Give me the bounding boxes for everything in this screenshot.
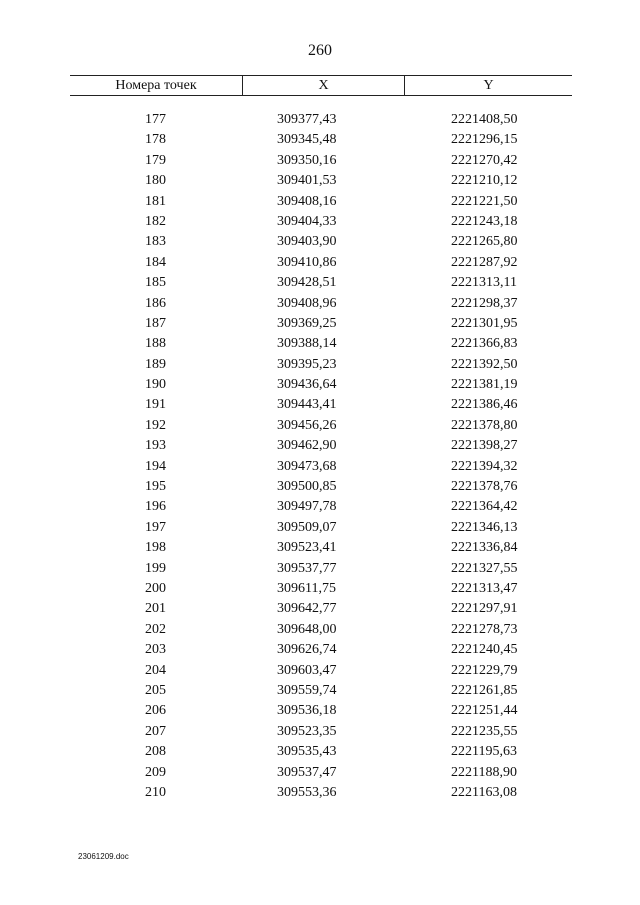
y-coordinate-cell: 2221381,19 xyxy=(451,377,518,393)
x-coordinate-cell: 309535,43 xyxy=(277,744,337,760)
point-number-cell: 183 xyxy=(145,234,166,250)
header-point-numbers: Номера точек xyxy=(70,76,243,95)
point-number-cell: 181 xyxy=(145,193,166,209)
table-row xyxy=(0,559,640,579)
x-coordinate-cell: 309642,77 xyxy=(277,601,337,617)
table-row xyxy=(0,681,640,701)
point-number-cell: 184 xyxy=(145,254,166,270)
table-row xyxy=(0,742,640,762)
y-coordinate-cell: 2221278,73 xyxy=(451,621,518,637)
y-coordinate-cell: 2221394,32 xyxy=(451,458,518,474)
x-coordinate-cell: 309410,86 xyxy=(277,254,337,270)
point-number-cell: 197 xyxy=(145,519,166,535)
y-coordinate-cell: 2221297,91 xyxy=(451,601,518,617)
x-coordinate-cell: 309553,36 xyxy=(277,784,337,800)
point-number-cell: 196 xyxy=(145,499,166,515)
x-coordinate-cell: 309456,26 xyxy=(277,417,337,433)
point-number-cell: 185 xyxy=(145,275,166,291)
table-row xyxy=(0,722,640,742)
table-row xyxy=(0,518,640,538)
table-row xyxy=(0,314,640,334)
point-number-cell: 208 xyxy=(145,744,166,760)
x-coordinate-cell: 309377,43 xyxy=(277,112,337,127)
point-number-cell: 177 xyxy=(145,112,166,127)
point-number-cell: 206 xyxy=(145,703,166,719)
table-row xyxy=(0,151,640,171)
x-coordinate-cell: 309537,47 xyxy=(277,764,337,780)
y-coordinate-cell: 2221188,90 xyxy=(451,764,517,780)
x-coordinate-cell: 309462,90 xyxy=(277,438,337,454)
point-number-cell: 209 xyxy=(145,764,166,780)
table-row xyxy=(0,661,640,681)
y-coordinate-cell: 2221195,63 xyxy=(451,744,517,760)
table-header xyxy=(70,75,572,96)
table-row xyxy=(0,395,640,415)
point-number-cell: 195 xyxy=(145,479,166,495)
point-number-cell: 191 xyxy=(145,397,166,413)
point-number-cell: 207 xyxy=(145,723,166,739)
point-number-cell: 199 xyxy=(145,560,166,576)
y-coordinate-cell: 2221386,46 xyxy=(451,397,518,413)
y-coordinate-cell: 2221301,95 xyxy=(451,315,518,331)
x-coordinate-cell: 309536,18 xyxy=(277,703,337,719)
point-number-cell: 180 xyxy=(145,173,166,189)
y-coordinate-cell: 2221261,85 xyxy=(451,682,518,698)
table-row xyxy=(0,110,640,130)
x-coordinate-cell: 309603,47 xyxy=(277,662,337,678)
table-row xyxy=(0,783,640,803)
table-row xyxy=(0,375,640,395)
table-row xyxy=(0,701,640,721)
y-coordinate-cell: 2221313,47 xyxy=(451,580,518,596)
table-row xyxy=(0,497,640,517)
point-number-cell: 193 xyxy=(145,438,166,454)
y-coordinate-cell: 2221346,13 xyxy=(451,519,518,535)
x-coordinate-cell: 309408,16 xyxy=(277,193,337,209)
point-number-cell: 186 xyxy=(145,295,166,311)
y-coordinate-cell: 2221265,80 xyxy=(451,234,518,250)
y-coordinate-cell: 2221408,50 xyxy=(451,112,518,127)
y-coordinate-cell: 2221327,55 xyxy=(451,560,518,576)
x-coordinate-cell: 309401,53 xyxy=(277,173,337,189)
x-coordinate-cell: 309473,68 xyxy=(277,458,337,474)
x-coordinate-cell: 309500,85 xyxy=(277,479,337,495)
x-coordinate-cell: 309626,74 xyxy=(277,642,337,658)
y-coordinate-cell: 2221251,44 xyxy=(451,703,518,719)
table-row xyxy=(0,579,640,599)
point-number-cell: 202 xyxy=(145,621,166,637)
point-number-cell: 203 xyxy=(145,642,166,658)
x-coordinate-cell: 309559,74 xyxy=(277,682,337,698)
point-number-cell: 210 xyxy=(145,784,166,800)
point-number-cell: 192 xyxy=(145,417,166,433)
x-coordinate-cell: 309345,48 xyxy=(277,132,337,148)
table-row xyxy=(0,171,640,191)
x-coordinate-cell: 309443,41 xyxy=(277,397,337,413)
point-number-cell: 190 xyxy=(145,377,166,393)
y-coordinate-cell: 2221378,80 xyxy=(451,417,518,433)
x-coordinate-cell: 309403,90 xyxy=(277,234,337,250)
table-row xyxy=(0,477,640,497)
point-number-cell: 189 xyxy=(145,356,166,372)
table-row xyxy=(0,599,640,619)
y-coordinate-cell: 2221287,92 xyxy=(451,254,518,270)
x-coordinate-cell: 309350,16 xyxy=(277,152,337,168)
y-coordinate-cell: 2221240,45 xyxy=(451,642,518,658)
point-number-cell: 178 xyxy=(145,132,166,148)
x-coordinate-cell: 309408,96 xyxy=(277,295,337,311)
table-row xyxy=(0,130,640,150)
table-row xyxy=(0,640,640,660)
point-number-cell: 182 xyxy=(145,213,166,229)
y-coordinate-cell: 2221392,50 xyxy=(451,356,518,372)
table-row xyxy=(0,192,640,212)
x-coordinate-cell: 309404,33 xyxy=(277,213,337,229)
y-coordinate-cell: 2221296,15 xyxy=(451,132,518,148)
x-coordinate-cell: 309369,25 xyxy=(277,315,337,331)
table-row xyxy=(0,457,640,477)
y-coordinate-cell: 2221364,42 xyxy=(451,499,518,515)
point-number-cell: 179 xyxy=(145,152,166,168)
table-row xyxy=(0,294,640,314)
x-coordinate-cell: 309388,14 xyxy=(277,336,337,352)
point-number-cell: 205 xyxy=(145,682,166,698)
table-row xyxy=(0,253,640,273)
x-coordinate-cell: 309509,07 xyxy=(277,519,337,535)
header-x: X xyxy=(243,76,405,95)
table-row xyxy=(0,273,640,293)
table-row xyxy=(0,763,640,783)
x-coordinate-cell: 309428,51 xyxy=(277,275,337,291)
table-row xyxy=(0,416,640,436)
table-row xyxy=(0,212,640,232)
x-coordinate-cell: 309537,77 xyxy=(277,560,337,576)
x-coordinate-cell: 309648,00 xyxy=(277,621,337,637)
point-number-cell: 200 xyxy=(145,580,166,596)
y-coordinate-cell: 2221398,27 xyxy=(451,438,518,454)
coordinates-table-body xyxy=(0,110,640,803)
y-coordinate-cell: 2221221,50 xyxy=(451,193,518,209)
point-number-cell: 188 xyxy=(145,336,166,352)
y-coordinate-cell: 2221336,84 xyxy=(451,540,518,556)
table-row xyxy=(0,334,640,354)
y-coordinate-cell: 2221366,83 xyxy=(451,336,518,352)
table-row xyxy=(0,538,640,558)
y-coordinate-cell: 2221378,76 xyxy=(451,479,518,495)
y-coordinate-cell: 2221229,79 xyxy=(451,662,518,678)
table-row xyxy=(0,355,640,375)
point-number-cell: 204 xyxy=(145,662,166,678)
point-number-cell: 187 xyxy=(145,315,166,331)
table-row xyxy=(0,232,640,252)
y-coordinate-cell: 2221235,55 xyxy=(451,723,518,739)
x-coordinate-cell: 309436,64 xyxy=(277,377,337,393)
x-coordinate-cell: 309523,41 xyxy=(277,540,337,556)
y-coordinate-cell: 2221298,37 xyxy=(451,295,518,311)
page-number: 260 xyxy=(308,42,332,59)
y-coordinate-cell: 2221270,42 xyxy=(451,152,518,168)
x-coordinate-cell: 309611,75 xyxy=(277,580,336,596)
header-y: Y xyxy=(483,78,494,93)
table-row xyxy=(0,436,640,456)
point-number-cell: 201 xyxy=(145,601,166,617)
y-coordinate-cell: 2221313,11 xyxy=(451,275,517,291)
y-coordinate-cell: 2221210,12 xyxy=(451,173,518,189)
x-coordinate-cell: 309523,35 xyxy=(277,723,337,739)
y-coordinate-cell: 2221243,18 xyxy=(451,213,518,229)
x-coordinate-cell: 309395,23 xyxy=(277,356,337,372)
point-number-cell: 198 xyxy=(145,540,166,556)
document-filename: 23061209.doc xyxy=(78,852,129,861)
y-coordinate-cell: 2221163,08 xyxy=(451,784,517,800)
x-coordinate-cell: 309497,78 xyxy=(277,499,337,515)
table-row xyxy=(0,620,640,640)
point-number-cell: 194 xyxy=(145,458,166,474)
